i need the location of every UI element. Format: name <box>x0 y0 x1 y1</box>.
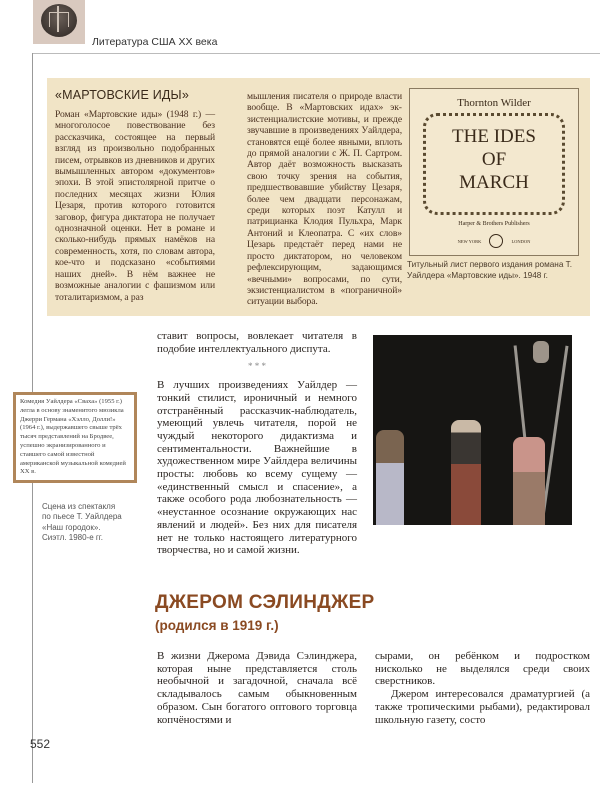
cover-author: Thornton Wilder <box>457 97 531 109</box>
photo-caption: Сцена из спектакля по пьесе Т. Уайлдера «Наш городок». Сиэтл. 1980-е гг. <box>42 502 122 543</box>
cover-title-line: OF <box>481 149 507 170</box>
cover-city-left: NEW YORK <box>457 238 482 244</box>
section-separator: * * * <box>248 361 266 372</box>
book-cover-image <box>409 88 579 256</box>
cover-caption: Титульный лист первого издания романа Т. Уайлдера «Мартовские иды». 1948 г. <box>407 260 573 280</box>
sidebar-text-col2: мышления писателя о природе власти вообще. В «Мартовских идах» экзистенциалистские мотивы, и прежде звучавшие в произведениях Уайлдера, становятся ещё более явными, вплоть до прямой аналогии с Ж. П. Сартром. Автор даёт возможность высказать свою точку зрения на события, предшествовавшие убийству Цезаря, более чем двадцати персонажам, среди которых поэт Катулл и патрицианка Клодия Пульхра, Марк Антоний и Клеопатра. С «их слов» Цезарь предстаёт перед нами не просто диктатором, но человеком рефлексирующим, задающимся «вечными» вопросами, по сути, экзистенциалистом в «пограничной» ситуации выбора. <box>247 91 402 308</box>
section-subheading: (родился в 1919 г.) <box>155 618 279 633</box>
body-paragraph: Джером интересовался драматургией (а также тропическими рыбами), редактировал школьную газету, состо <box>375 688 590 726</box>
publisher-emblem-icon <box>489 234 503 248</box>
body-paragraph: ставит вопросы, вовлекает читателя в подобие интеллектуального диспута. <box>157 330 357 355</box>
sidebar-text-col1: Роман «Мартовские иды» (1948 г.) — многоголосое повествование без рассказчика, состоящее на первый взгляд из произвольно подобранных писем, отрывков из дневников и других вымышленных автором «документов» эпохи. В этой эпистолярной притче о последних месяцах жизни Юлия Цезаря, против которого готовится заговор, фигура диктатора не получает однозначной оценки. Нет в романе и сколько-нибудь прямых намёков на современность, хотя, по словам автора, кое-что и подсказано «событиями наших дней». В нём важнее не возможные аналогии с фашизмом или тоталитаризмом, а раз <box>55 109 215 303</box>
theatre-scene-photo <box>373 335 572 525</box>
body-column <box>375 650 590 726</box>
sidebar-figure <box>407 88 587 308</box>
sidebar-title: «МАРТОВСКИЕ ИДЫ» <box>55 88 189 102</box>
section-columns <box>155 650 590 726</box>
running-title: Литература США XX века <box>92 36 218 48</box>
cover-title <box>410 125 578 194</box>
section-block <box>155 592 590 726</box>
ship-globe-icon <box>33 0 85 44</box>
cover-city-right: LONDON <box>511 238 531 244</box>
body-paragraph: сырами, он ребёнком и подростком нисколько не выделялся среди своих сверстников. <box>375 650 590 688</box>
body-paragraph: В лучших произведениях Уайлдер — тонкий стилист, ироничный и немного отстранённый рассказчик-наблюдатель, умеющий увлечь читателя, порой не чуждый некоторого дидактизма и сентиментальности. Важнейшие в художественном мире Уайлдера величины просты: любовь ко всему сущему — «единственный смысл и спасение», а также особого рода любознательность — «неустанное осознание окружающих нас явлений и людей». Без них для писателя нет не только настоящего литературного творчества, но и самой жизни. <box>157 379 357 557</box>
cover-cities <box>410 234 578 248</box>
main-column <box>157 330 357 557</box>
section-heading: ДЖЕРОМ СЭЛИНДЖЕР <box>155 592 375 613</box>
body-paragraph: В жизни Джерома Дэвида Сэлинджера, которая ныне представляется столь необычной и загадочной, сначала всё складывалось самым обыкновенным образом. Сын богатого оптового торговца копчёностями и <box>157 650 357 726</box>
cover-title-line: THE IDES <box>452 126 536 147</box>
frame-divider <box>32 53 600 54</box>
cover-publisher: Harper & Brothers Publishers <box>458 221 530 227</box>
sidebar-box <box>47 78 590 316</box>
side-note-box: Комедия Уайлдера «Сваха» (1955 г.) легла в основу знаменитого мюзикла Джерри Германа «Хэлло, Долли!» (1964 г.), выдержавшего свыше трёх тысяч представлений на Бродвее, успешно экранизированного и ставшего самой известной американской музыкальной комедией XX в. <box>13 392 137 483</box>
page-number: 552 <box>30 737 51 751</box>
sidebar-left-column <box>55 88 215 308</box>
cover-title-line: MARCH <box>459 172 529 193</box>
